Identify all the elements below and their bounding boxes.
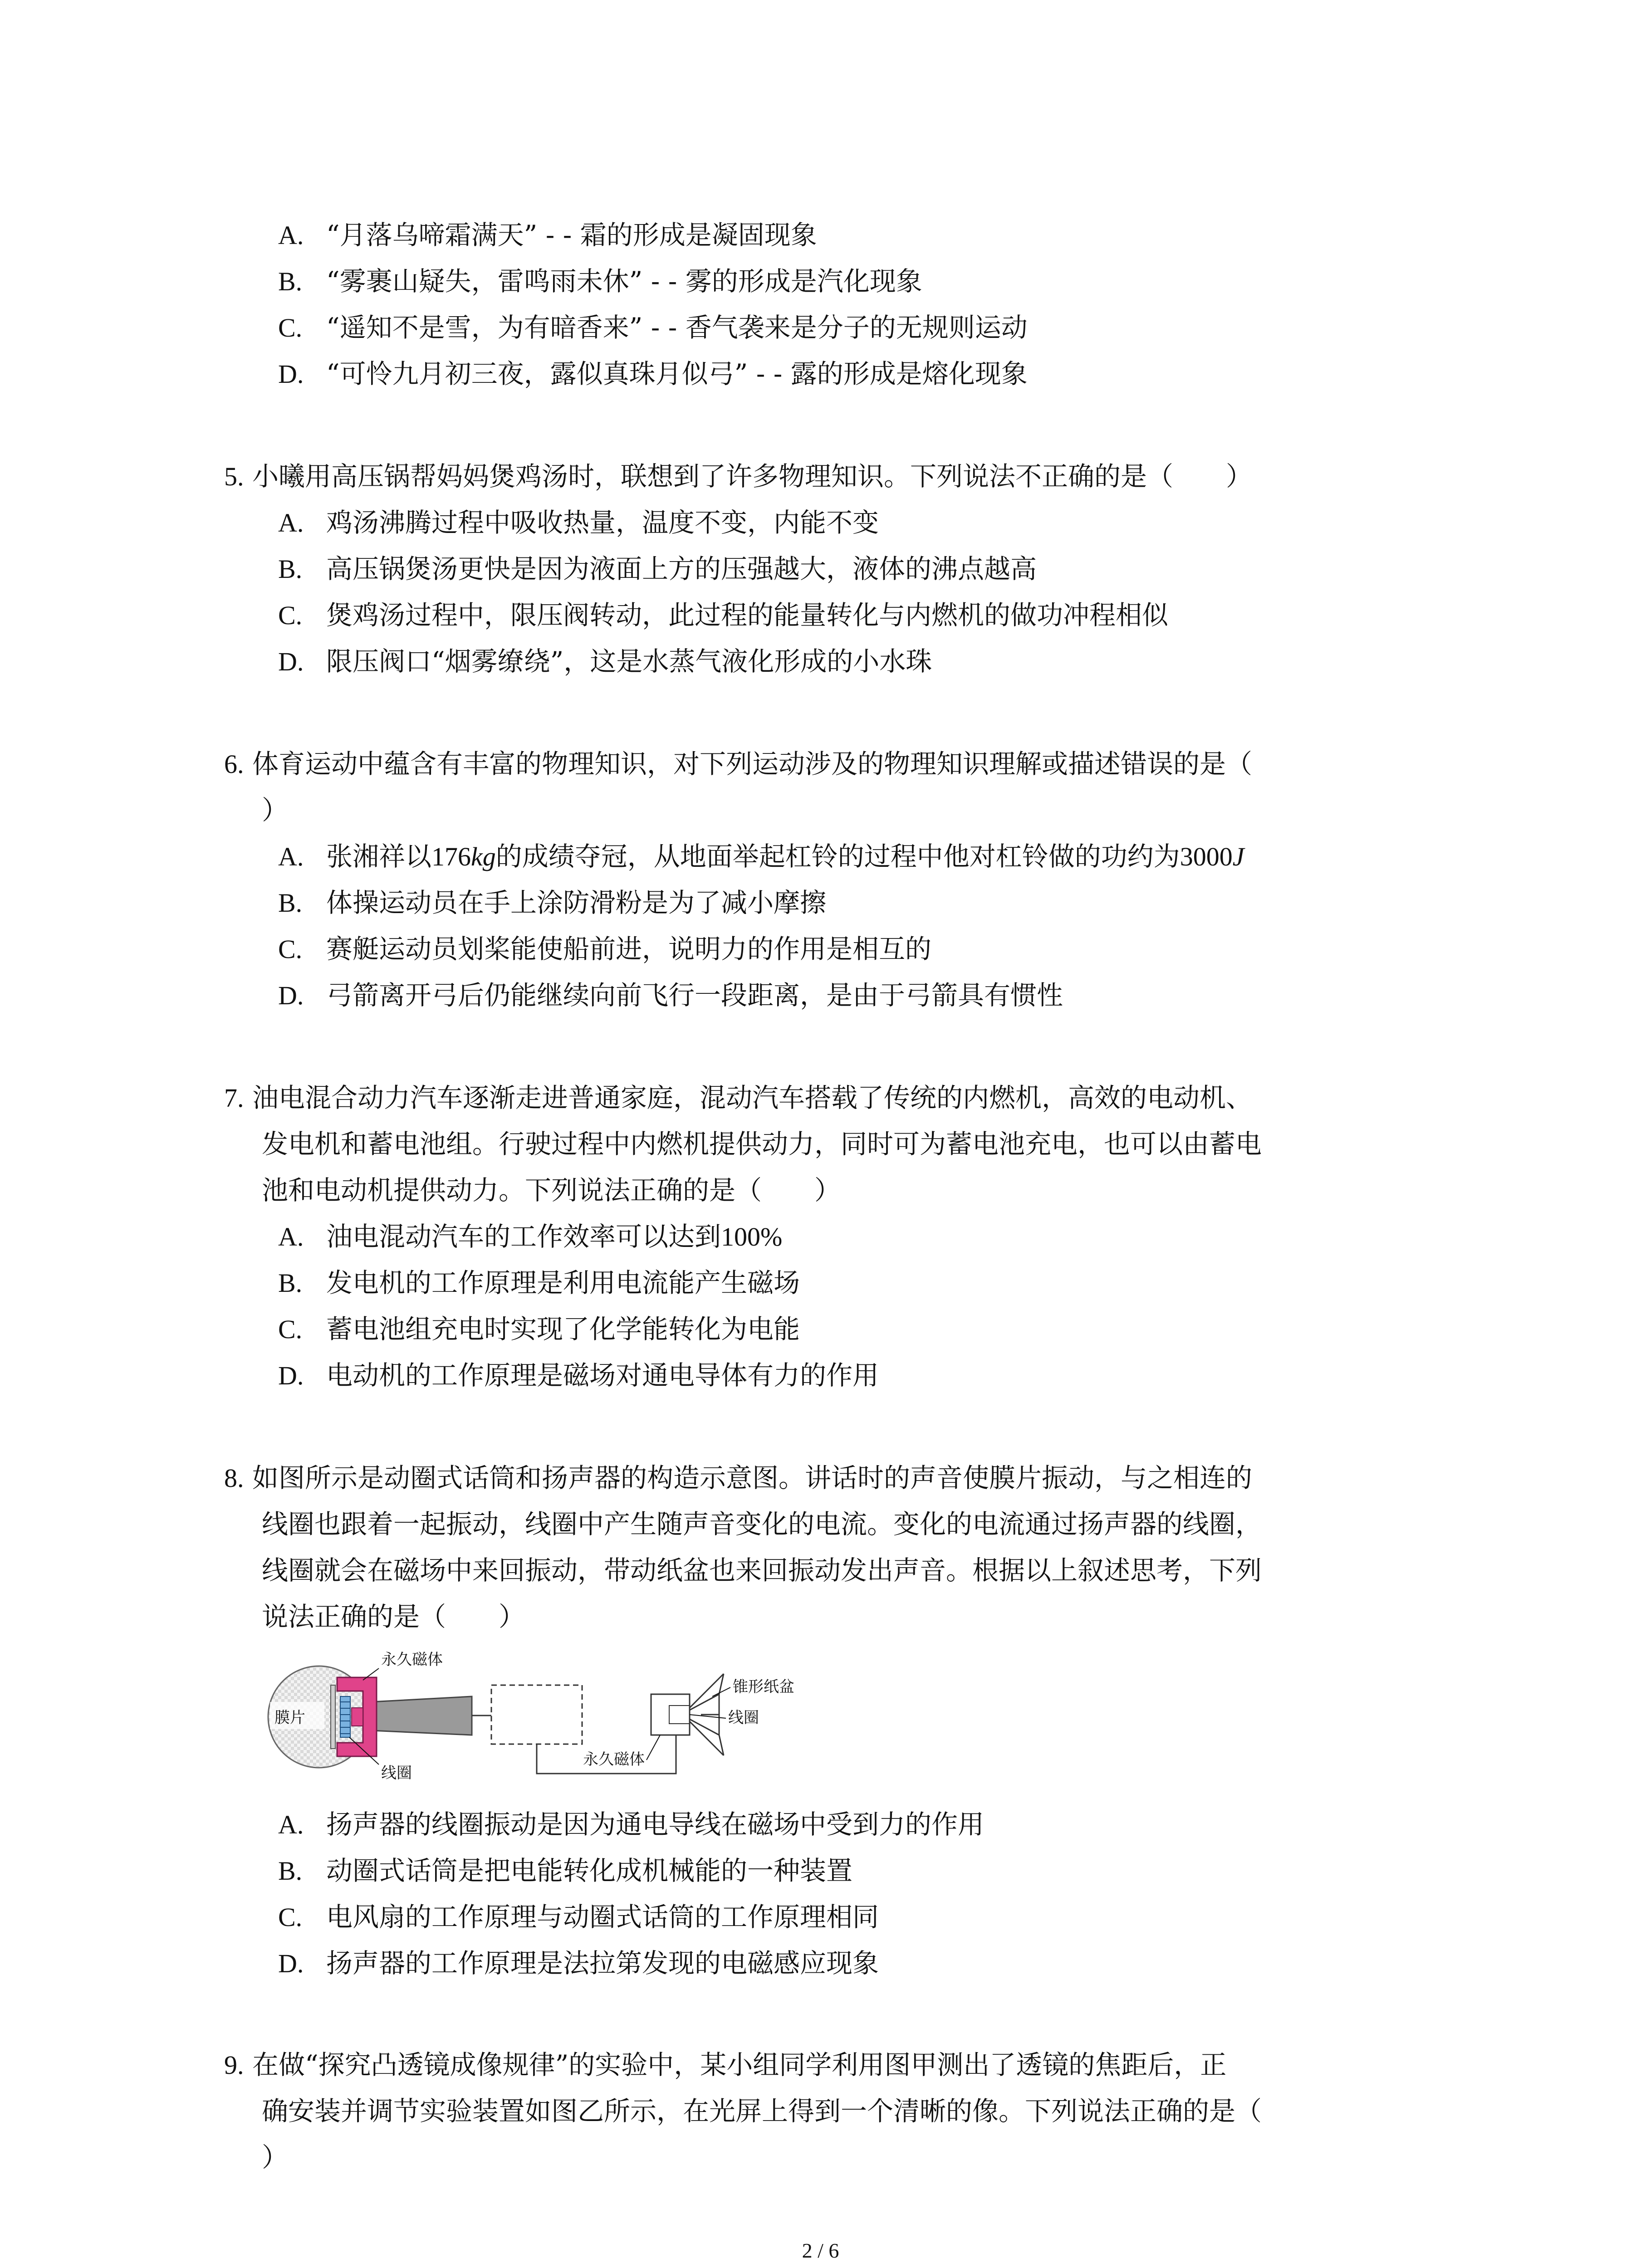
q8-stem-line3: 线圈就会在磁场中来回振动，带动纸盆也来回振动发出声音。根据以上叙述思考，下列 [262, 1555, 1262, 1586]
q6-option-d: D. 弓箭离开弓后仍能继续向前飞行一段距离，是由于弓箭具有惯性 [278, 980, 1063, 1011]
q4-option-c: C. “遥知不是雪，为有暗香来” - - 香气袭来是分子的无规则运动 [278, 312, 1028, 343]
q7-number: 7. [224, 1083, 244, 1113]
speaker-coil-label: 线圈 [728, 1709, 759, 1727]
q5-stem: 5. 小曦用高压锅帮妈妈煲鸡汤时，联想到了许多物理知识。下列说法不正确的是（ ） [224, 461, 1252, 492]
q7-option-c: C. 蓄电池组充电时实现了化学能转化为电能 [278, 1314, 800, 1344]
microphone-speaker-diagram [265, 1642, 810, 1792]
q8-option-a: A. 扬声器的线圈振动是因为通电导线在磁场中受到力的作用 [278, 1809, 985, 1840]
q8-stem-line2: 线圈也跟着一起振动，线圈中产生随声音变化的电流。变化的电流通过扬声器的线圈， [262, 1509, 1262, 1540]
amplifier-box [491, 1685, 582, 1744]
q6-stem-line2: ） [262, 795, 289, 826]
q8-option-d: D. 扬声器的工作原理是法拉第发现的电磁感应现象 [278, 1948, 879, 1979]
q4-option-a: A. “月落乌啼霜满天” - - 霜的形成是凝固现象 [278, 220, 817, 250]
mic-magnet-core [352, 1708, 363, 1726]
q7-option-b: B. 发电机的工作原理是利用电流能产生磁场 [278, 1267, 800, 1298]
speaker-magnet-label: 永久磁体 [583, 1750, 645, 1769]
q6-option-c: C. 赛艇运动员划桨能使船前进，说明力的作用是相互的 [278, 934, 932, 964]
speaker-cone-label: 锥形纸盆 [733, 1678, 794, 1696]
q5-option-a: A. 鸡汤沸腾过程中吸收热量，温度不变，内能不变 [278, 507, 879, 538]
q6-number: 6. [224, 749, 244, 779]
mic-diaphragm-label: 膜片 [274, 1709, 305, 1727]
q6-option-b: B. 体操运动员在手上涂防滑粉是为了减小摩擦 [278, 887, 827, 918]
q5-option-b: B. 高压锅煲汤更快是因为液面上方的压强越大，液体的沸点越高 [278, 553, 1037, 584]
q7-stem-line1: 7. 油电混合动力汽车逐渐走进普通家庭，混动汽车搭载了传统的内燃机，高效的电动机、 [224, 1082, 1252, 1113]
q8-number: 8. [224, 1463, 244, 1493]
q7-option-d: D. 电动机的工作原理是磁场对通电导体有力的作用 [278, 1360, 879, 1391]
q5-number: 5. [224, 462, 244, 491]
q4-option-b: B. “雾裹山疑失，雷鸣雨未休” - - 雾的形成是汽化现象 [278, 266, 922, 297]
q4-option-d: D. “可怜九月初三夜，露似真珠月似弓” - - 露的形成是熔化现象 [278, 358, 1028, 389]
mic-coil [340, 1696, 350, 1737]
page-number: 2 / 6 [802, 2239, 839, 2262]
q9-stem-line2: 确安装并调节实验装置如图乙所示，在光屏上得到一个清晰的像。下列说法正确的是（ [262, 2096, 1262, 2126]
q5-option-c: C. 煲鸡汤过程中，限压阀转动，此过程的能量转化与内燃机的做功冲程相似 [278, 600, 1169, 631]
speaker-magnet [651, 1694, 690, 1735]
q7-stem-line2: 发电机和蓄电池组。行驶过程中内燃机提供动力，同时可为蓄电池充电，也可以由蓄电 [262, 1129, 1262, 1159]
q8-stem-line4: 说法正确的是（ ） [262, 1601, 525, 1632]
mic-magnet-label: 永久磁体 [381, 1651, 443, 1669]
mic-handle [371, 1696, 472, 1735]
q8-option-b: B. 动圈式话筒是把电能转化成机械能的一种装置 [278, 1855, 853, 1886]
q6-stem-line1: 6. 体育运动中蕴含有丰富的物理知识，对下列运动涉及的物理知识理解或描述错误的是（ [224, 748, 1252, 779]
q7-stem-line3: 池和电动机提供动力。下列说法正确的是（ ） [262, 1175, 841, 1206]
q6-option-a: A. 张湘祥以176kg的成绩夺冠，从地面举起杠铃的过程中他对杠铃做的功约为3000J [278, 841, 1244, 872]
mic-diaphragm [331, 1685, 335, 1749]
q9-stem-line1: 9. 在做“探究凸透镜成像规律”的实验中，某小组同学利用图甲测出了透镜的焦距后，正 [224, 2049, 1227, 2080]
q9-stem-line3: ） [262, 2142, 289, 2173]
q5-option-d: D. 限压阀口“烟雾缭绕”，这是水蒸气液化形成的小水珠 [278, 646, 932, 677]
q8-stem-line1: 8. 如图所示是动圈式话筒和扬声器的构造示意图。讲话时的声音使膜片振动，与之相连的 [224, 1462, 1252, 1493]
q7-option-a: A. 油电混动汽车的工作效率可以达到100% [278, 1221, 783, 1252]
q9-number: 9. [224, 2050, 244, 2080]
mic-coil-label: 线圈 [381, 1764, 412, 1782]
q8-option-c: C. 电风扇的工作原理与动圈式话筒的工作原理相同 [278, 1901, 879, 1932]
